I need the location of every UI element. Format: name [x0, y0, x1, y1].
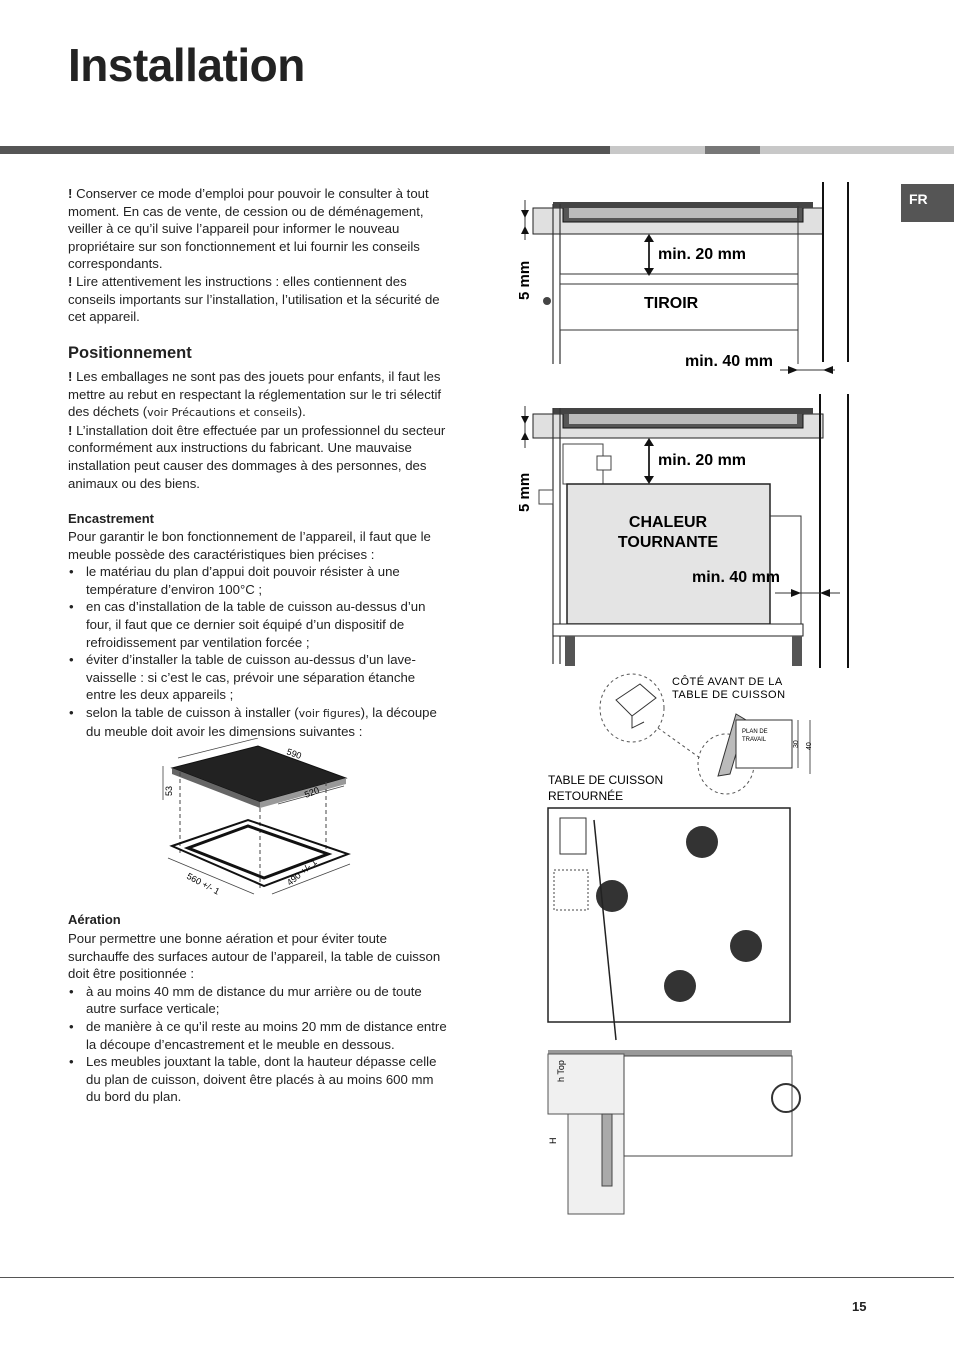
- oven-label-line-1: CHALEUR: [628, 514, 708, 531]
- dim-590-label: 590: [285, 746, 303, 762]
- encastrement-intro: Pour garantir le bon fonctionnement de l’appareil, il faut que le meuble possède des caractéristiques bien précises :: [68, 529, 431, 562]
- aeration-intro: Pour permettre une bonne aération et pour éviter toute surchauffe des surfaces autour de l’appareil, la table de cuisson doit être positionnée :: [68, 931, 441, 982]
- front-side-label-2: TABLE DE CUISSON: [672, 689, 786, 701]
- footer-rule: [0, 1277, 954, 1278]
- list-item: • de manière à ce qu’il reste au moins 20 mm de distance entre la découpe d’encastrement et le meuble en dessous.: [68, 1018, 448, 1053]
- bracket-and-hob-bottom-diagram: [540, 670, 830, 1225]
- upside-down-label-2: RETOURNÉE: [548, 789, 624, 803]
- page-title: Installation: [68, 39, 305, 91]
- oven-gap-label: min. 20 mm: [658, 452, 747, 469]
- list-item: • selon la table de cuisson à installer (voir figures), la découpe du meuble doit avoir les dimensions suivantes :: [68, 704, 448, 740]
- drawer-label: TIROIR: [644, 295, 699, 312]
- dim-53-label: 53: [164, 785, 174, 796]
- worktop-label-1: PLAN DE: [742, 729, 768, 735]
- aeration-list: [68, 983, 448, 1106]
- positionnement-paragraph-1: ! Les emballages ne sont pas des jouets pour enfants, il faut les mettre au rebut en respectant la réglementation sur le tri sélectif des déchets (voir Précautions et conseils).: [68, 369, 442, 420]
- drawer-back-gap-label: min. 40 mm: [685, 353, 774, 370]
- h-top-label: h Top: [556, 1060, 566, 1082]
- oven-back-gap-label: min. 40 mm: [692, 569, 781, 586]
- encastrement-section: [68, 528, 448, 740]
- list-item: • Les meubles jouxtant la table, dont la hauteur dépasse celle du plan de cuisson, doivent être placés à au moins 600 mm du bord du plan.: [68, 1053, 448, 1106]
- list-item: • éviter d’installer la table de cuisson au-dessus d’un lave-vaisselle : si c’est le cas, prévoir une séparation étanche entre les deux appareils ;: [68, 651, 448, 704]
- dim-490-label: 490 +/- 1: [284, 856, 319, 888]
- positionnement-paragraph-2: ! L’installation doit être effectuée par un professionnel du secteur conformément aux instructions du fabricant. Une mauvaise installation peut causer des dommages à des personnes, des animaux ou des biens.: [68, 422, 446, 491]
- oven-label-line-2: TOURNANTE: [617, 534, 719, 551]
- front-side-label-1: CÔTÉ AVANT DE LA: [672, 676, 783, 688]
- aeration-heading: Aération: [68, 912, 121, 927]
- oven-5mm-label: 5 mm: [516, 472, 533, 512]
- positionnement-section: [68, 368, 448, 492]
- list-item: • le matériau du plan d’appui doit pouvoir résister à une température d’environ 100°C ;: [68, 563, 448, 598]
- h-label: H: [548, 1137, 558, 1144]
- encastrement-heading: Encastrement: [68, 511, 154, 526]
- dim-40-label: 40: [806, 742, 813, 750]
- worktop-label-2: TRAVAIL: [742, 737, 767, 743]
- intro-paragraph-2: ! Lire attentivement les instructions : elles contiennent des conseils importants sur l’installation, l’utilisation et la sécurité de cet appareil.: [68, 273, 440, 325]
- oven-installation-diagram: [505, 392, 875, 670]
- drawer-installation-diagram: [505, 180, 875, 380]
- drawer-gap-label: min. 20 mm: [658, 246, 747, 263]
- encastrement-list: [68, 563, 448, 740]
- list-item: • à au moins 40 mm de distance du mur arrière ou de toute autre surface verticale;: [68, 983, 448, 1018]
- list-item: • en cas d’installation de la table de cuisson au-dessus d’un four, il faut que ce dernier soit équipé d’un dispositif de refroidissement par ventilation forcée ;: [68, 598, 448, 651]
- dim-520-label: 520: [303, 784, 321, 800]
- dim-560-label: 560 +/- 1: [185, 870, 222, 897]
- language-tab: FR: [901, 184, 954, 222]
- intro-paragraph-1: ! Conserver ce mode d’emploi pour pouvoir le consulter à tout moment. En cas de vente, de cession ou de déménagement, veiller à ce qu’il suive l’appareil pour informer le nouveau propriétaire sur son fonctionnement et lui fournir les conseils correspondants.: [68, 186, 429, 272]
- upside-down-label-1: TABLE DE CUISSON: [548, 773, 664, 787]
- header-bar: [0, 146, 954, 154]
- dim-30-label: 30: [793, 740, 800, 748]
- positionnement-heading: Positionnement: [68, 344, 192, 362]
- aeration-section: [68, 930, 448, 1106]
- cutout-diagram: [158, 738, 358, 908]
- drawer-5mm-label: 5 mm: [516, 260, 533, 300]
- page-number: 15: [852, 1299, 867, 1314]
- intro-section: [68, 185, 448, 326]
